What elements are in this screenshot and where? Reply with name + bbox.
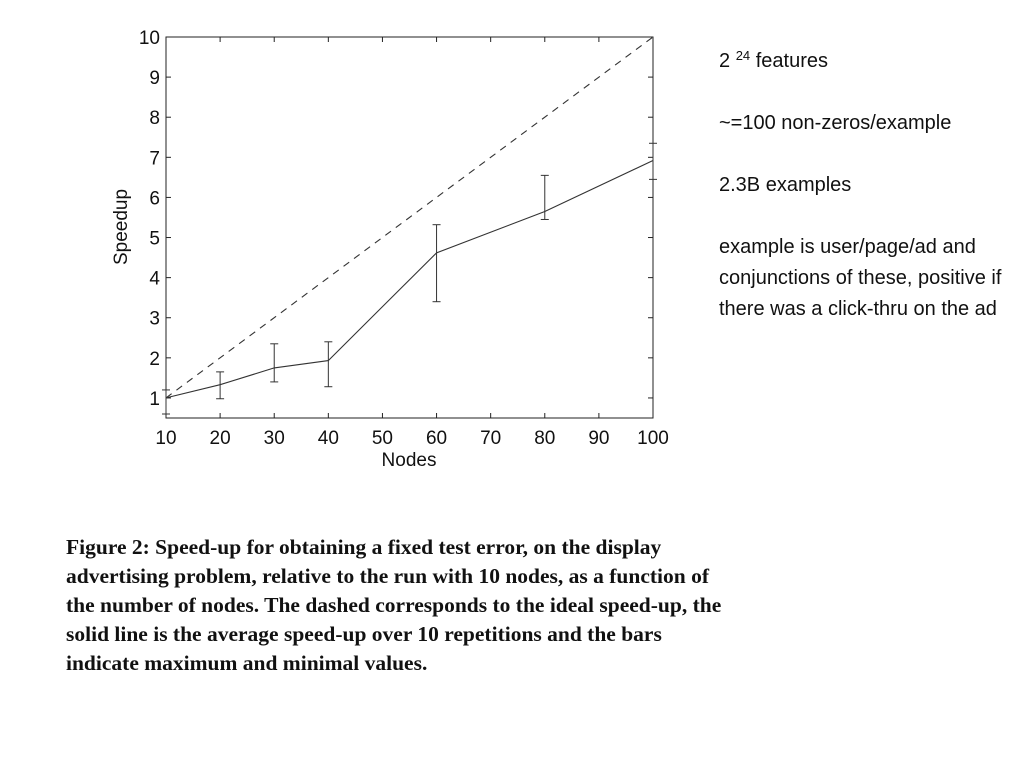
y-axis-label: Speedup [111, 188, 132, 266]
note-examples: 2.3B examples [719, 174, 852, 196]
x-tick-label-7: 80 [534, 428, 556, 449]
features-base: 2 [719, 50, 731, 72]
y-tick-label-2: 3 [149, 308, 160, 330]
y-tick-label-8: 9 [149, 68, 160, 90]
x-tick-label-1: 20 [209, 428, 231, 449]
average-speedup-line [166, 161, 653, 398]
y-tick-label-3: 4 [149, 268, 160, 290]
x-tick-label-0: 10 [155, 428, 177, 449]
y-tick-label-9: 10 [138, 28, 160, 49]
error-bar-0 [162, 390, 170, 414]
notes-panel [719, 46, 1019, 356]
y-tick-label-4: 5 [149, 228, 160, 250]
error-bar-3 [324, 342, 332, 387]
features-text: features [755, 50, 828, 72]
features-exponent: 24 [735, 48, 751, 63]
y-tick-label-0: 1 [149, 388, 160, 410]
y-tick-label-6: 7 [149, 148, 160, 170]
series-layer [162, 37, 657, 414]
ideal-speedup-line [166, 37, 653, 398]
y-tick-label-1: 2 [149, 348, 160, 370]
plot-frame [166, 37, 653, 418]
x-tick-label-4: 50 [371, 428, 394, 449]
note-nonzeros: ~=100 non-zeros/example [719, 112, 952, 134]
x-tick-label-2: 30 [263, 428, 285, 449]
y-tick-label-5: 6 [149, 188, 160, 210]
x-axis-label: Nodes [381, 450, 437, 471]
speedup-chart [0, 0, 700, 480]
note-features [719, 46, 1019, 77]
figure-caption: Figure 2: Speed-up for obtaining a fixed test error, on the display advertising problem, relative to the run with 10 nodes, as a function of the number of nodes. The dashed corresponds to the ideal speed-up, the solid line is the average speed-up over 10 repetitions and the bars indicate maximum and minimal values. [66, 535, 722, 675]
x-tick-label-8: 90 [588, 428, 610, 449]
x-tick-labels [155, 428, 668, 449]
y-tick-labels [139, 28, 161, 410]
note-description: example is user/page/ad and conjunctions of these, positive if there was a click-thru on the ad [719, 236, 1002, 320]
error-bar-4 [433, 225, 441, 302]
error-bar-2 [270, 344, 278, 382]
x-tick-label-3: 40 [317, 428, 339, 449]
x-tick-label-9: 100 [637, 428, 669, 449]
y-tick-label-7: 8 [149, 108, 160, 130]
axis-ticks [166, 37, 653, 418]
x-tick-label-5: 60 [425, 428, 448, 449]
x-tick-label-6: 70 [480, 428, 502, 449]
